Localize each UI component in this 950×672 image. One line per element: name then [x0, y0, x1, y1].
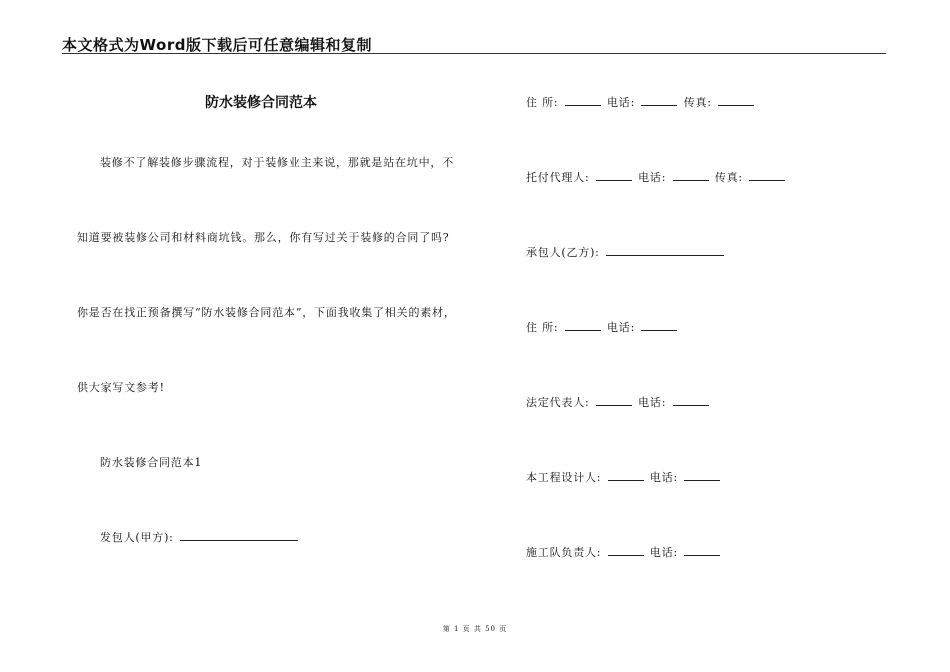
phone-label-2: 电话: — [607, 321, 636, 334]
paragraph-line-3: 你是否在找正预备撰写“防水装修合同范本”，下面我收集了相关的素材， — [77, 306, 456, 319]
designer-label: 本工程设计人: — [526, 471, 602, 484]
agent-phone-label: 电话: — [638, 171, 667, 184]
document-header: 本文格式为Word版下载后可任意编辑和复制 — [62, 36, 372, 54]
legal-rep-phone-label: 电话: — [638, 396, 667, 409]
address-blank-2 — [565, 320, 601, 331]
team-lead-label: 施工队负责人: — [526, 546, 602, 559]
address-line-2 — [526, 319, 679, 335]
address-line-1 — [526, 94, 756, 110]
agent-blank — [596, 170, 632, 181]
designer-blank — [608, 470, 644, 481]
agent-label: 托付代理人: — [526, 171, 590, 184]
address-label: 住 所: — [526, 96, 559, 109]
team-lead-phone-label: 电话: — [649, 546, 679, 559]
contract-heading: 防水装修合同范本1 — [100, 456, 203, 469]
header-divider — [62, 53, 886, 54]
legal-rep-line — [526, 394, 711, 410]
paragraph-line-2: 知道要被装修公司和材料商坑钱。那么，你有写过关于装修的合同了吗? — [77, 231, 450, 244]
address-blank — [565, 95, 601, 106]
legal-rep-phone-blank — [673, 395, 709, 406]
agent-phone-blank — [673, 170, 709, 181]
agent-fax-blank — [749, 170, 785, 181]
agent-fax-label: 传真: — [714, 171, 743, 184]
designer-phone-label: 电话: — [649, 471, 679, 484]
designer-phone-blank — [684, 470, 720, 481]
phone-blank — [641, 95, 677, 106]
team-lead-line — [526, 544, 722, 560]
fax-blank — [718, 95, 754, 106]
party-b-blank — [606, 245, 724, 256]
address-label-2: 住 所: — [526, 321, 559, 334]
team-lead-phone-blank — [684, 545, 720, 556]
legal-rep-blank — [596, 395, 632, 406]
party-a-label: 发包人(甲方): — [100, 531, 174, 544]
phone-blank-2 — [641, 320, 677, 331]
team-lead-blank — [608, 545, 644, 556]
fax-label: 传真: — [683, 96, 712, 109]
party-b-line — [526, 244, 726, 260]
phone-label: 电话: — [607, 96, 636, 109]
document-title: 防水装修合同范本 — [205, 95, 317, 111]
agent-line — [526, 169, 787, 185]
party-b-label: 承包人(乙方): — [526, 246, 600, 259]
paragraph-line-1: 装修不了解装修步骤流程，对于装修业主来说，那就是站在坑中，不 — [100, 156, 454, 169]
party-a-line — [100, 529, 300, 545]
designer-line — [526, 469, 722, 485]
legal-rep-label: 法定代表人: — [526, 396, 590, 409]
party-a-blank — [180, 530, 298, 541]
paragraph-line-4: 供大家写文参考! — [77, 381, 165, 394]
page-footer: 第 1 页 共 50 页 — [442, 625, 508, 633]
